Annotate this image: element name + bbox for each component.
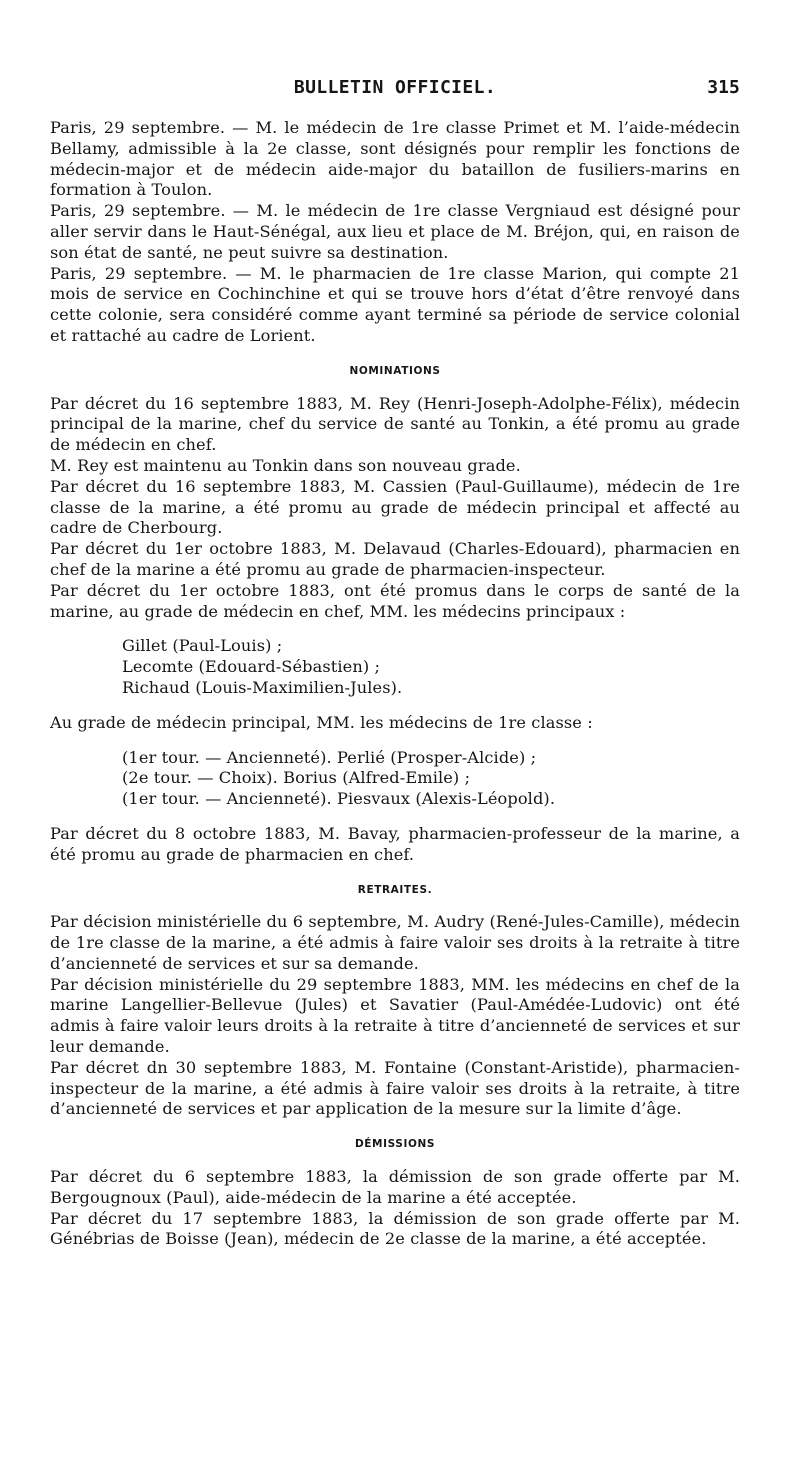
paragraph-delavaud: Par décret du 1er octobre 1883, M. Delavaud (Charles-Edouard), pharmacien en chef de la marine a été promu au grade de pharmacien-inspecteur. <box>50 539 740 579</box>
list-item: Gillet (Paul-Louis) ; <box>122 636 283 656</box>
paragraph-primet: Paris, 29 septembre. — M. le médecin de 1re classe Primet et M. l’aide-médecin Bellamy, admissible à la 2e classe, sont désignés pour remplir les fonctions de médecin-major et de médecin aide-major du bataillon de fusiliers-marins en formation à Toulon. <box>50 118 740 200</box>
paragraph-medecin-principal-intro: Au grade de médecin principal, MM. les médecins de 1re classe : <box>50 712 593 732</box>
paragraph-audry: Par décision ministérielle du 6 septembre, M. Audry (René-Jules-Camille), médecin de 1re classe de la marine, a été admis à faire valoir ses droits à la retraite à titre d’ancienneté de services et sur sa demande. <box>50 912 740 973</box>
list-item: (1er tour. — Ancienneté). Piesvaux (Alexis-Léopold). <box>122 789 556 809</box>
page-number: 315 <box>707 77 740 98</box>
running-title: BULLETIN OFFICIEL. <box>293 77 497 98</box>
list-item: Richaud (Louis-Maximilien-Jules). <box>122 677 403 697</box>
section-heading-nominations: NOMINATIONS <box>349 364 441 377</box>
paragraph-rey-maintenu: M. Rey est maintenu au Tonkin dans son nouveau grade. <box>50 455 521 475</box>
paragraph-bavay: Par décret du 8 octobre 1883, M. Bavay, pharmacien-professeur de la marine, a été promu au grade de pharmacien en chef. <box>50 823 740 864</box>
paragraph-bergougnoux: Par décret du 6 septembre 1883, la démission de son grade offerte par M. Bergougnoux (Paul), aide-médecin de la marine a été acceptée. <box>50 1167 740 1207</box>
list-medecins-principaux <box>50 748 740 810</box>
paragraph-genebrias: Par décret du 17 septembre 1883, la démission de son grade offerte par M. Génébrias de Boisse (Jean), médecin de 2e classe de la marine, a été acceptée. <box>50 1208 740 1249</box>
list-item: (2e tour. — Choix). Borius (Alfred-Emile) ; <box>122 768 471 788</box>
paragraph-marion: Paris, 29 septembre. — M. le pharmacien de 1re classe Marion, qui compte 21 mois de service en Cochinchine et qui se trouve hors d’état d’être renvoyé dans cette colonie, sera considéré comme ayant terminé sa période de service colonial et rattaché au cadre de Lorient. <box>50 263 740 345</box>
list-item: (1er tour. — Ancienneté). Perlié (Prosper-Alcide) ; <box>122 747 537 767</box>
list-medecins-en-chef <box>50 636 740 698</box>
paragraph-fontaine: Par décret dn 30 septembre 1883, M. Fontaine (Constant-Aristide), pharmacien-inspecteur de la marine, a été admis à faire valoir ses droits à la retraite, à titre d’ancienneté de services et par application de la mesure sur la limite d’âge. <box>50 1057 740 1119</box>
document-page <box>50 78 740 1250</box>
paragraph-promus-medecin-en-chef: Par décret du 1er octobre 1883, ont été promus dans le corps de santé de la marine, au grade de médecin en chef, MM. les médecins principaux : <box>50 580 740 621</box>
list-item: Lecomte (Edouard-Sébastien) ; <box>122 657 381 677</box>
paragraph-langellier-savatier: Par décision ministérielle du 29 septembre 1883, MM. les médecins en chef de la marine Langellier-Bellevue (Jules) et Savatier (Paul-Amédée-Ludovic) ont été admis à faire valoir leurs droits à la retraite à titre d’ancienneté de services et sur leur demande. <box>50 974 740 1057</box>
section-heading-demissions: DÉMISSIONS <box>354 1138 436 1151</box>
paragraph-vergniaud: Paris, 29 septembre. — M. le médecin de 1re classe Vergniaud est désigné pour aller servir dans le Haut-Sénégal, aux lieu et place de M. Bréjon, qui, en raison de son état de santé, ne peut suivre sa destination. <box>50 201 740 262</box>
page-header <box>50 78 740 118</box>
paragraph-cassien: Par décret du 16 septembre 1883, M. Cassien (Paul-Guillaume), médecin de 1re classe de la marine, a été promu au grade de médecin principal et affecté au cadre de Cherbourg. <box>50 476 740 538</box>
paragraph-rey: Par décret du 16 septembre 1883, M. Rey (Henri-Joseph-Adolphe-Félix), médecin principal de la marine, chef du service de santé au Tonkin, a été promu au grade de médecin en chef. <box>50 393 740 455</box>
section-heading-retraites: RETRAITES. <box>357 883 433 896</box>
